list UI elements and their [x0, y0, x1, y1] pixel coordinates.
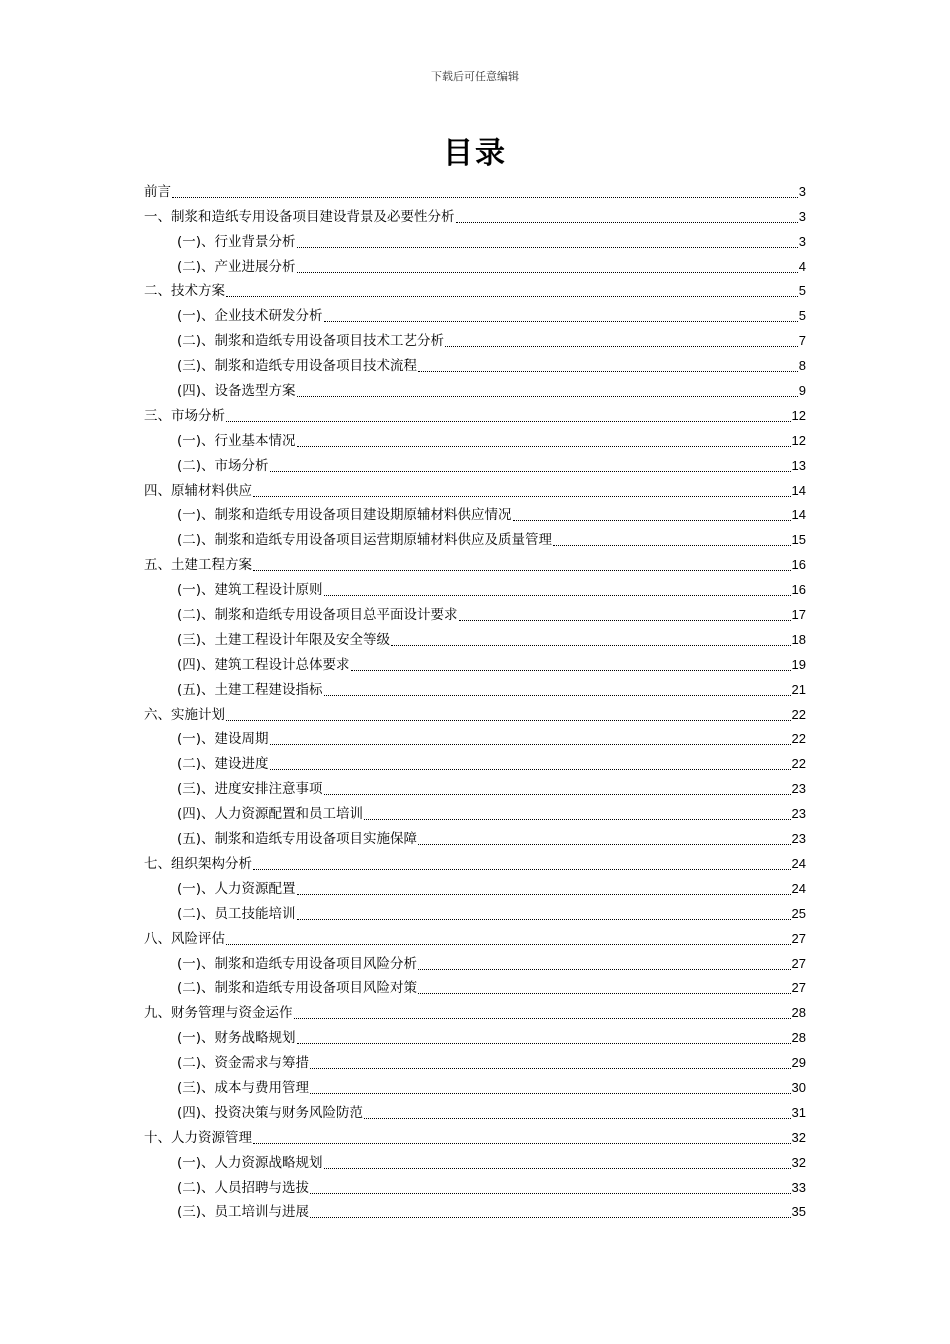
toc-entry-label: (五)、土建工程建设指标: [177, 681, 323, 698]
toc-entry-label: 一、制浆和造纸专用设备项目建设背景及必要性分析: [144, 208, 455, 225]
page-title: 目录: [443, 136, 507, 171]
toc-dot-leader: [456, 221, 798, 223]
toc-entry-label: (一)、行业基本情况: [177, 432, 296, 449]
toc-dot-leader: [226, 420, 791, 422]
toc-subentry[interactable]: [144, 251, 806, 276]
toc-subentry[interactable]: [144, 773, 806, 798]
toc-entry-label: (一)、财务战略规划: [177, 1030, 296, 1047]
toc-entry-label: (二)、建设进度: [177, 756, 269, 773]
toc-dot-leader: [270, 743, 791, 745]
toc-subentry[interactable]: [144, 973, 806, 998]
toc-dot-leader: [418, 992, 790, 994]
toc-entry-label: 九、财务管理与资金运作: [144, 1005, 293, 1022]
toc-entry-label: (四)、设备选型方案: [177, 383, 296, 400]
toc-page-number: 23: [791, 831, 806, 847]
toc-page-number: 22: [791, 731, 806, 747]
toc-page-number: 14: [791, 507, 806, 523]
toc-dot-leader: [253, 495, 791, 497]
toc-page-number: 5: [798, 283, 806, 299]
toc-entry-label: 八、风险评估: [144, 930, 225, 947]
toc-entry-label: (五)、制浆和造纸专用设备项目实施保障: [177, 831, 418, 848]
toc-entry-label: (二)、制浆和造纸专用设备项目运营期原辅材料供应及质量管理: [177, 532, 553, 549]
toc-dot-leader: [310, 1092, 790, 1094]
toc-page-number: 33: [791, 1179, 806, 1195]
toc-page-number: 22: [791, 756, 806, 772]
toc-entry[interactable]: [144, 176, 806, 201]
toc-entry-label: 五、土建工程方案: [144, 557, 252, 574]
toc-dot-leader: [553, 544, 790, 546]
toc-entry-label: (二)、市场分析: [177, 457, 269, 474]
toc-dot-leader: [297, 918, 791, 920]
toc-page-number: 24: [791, 855, 806, 871]
toc-entry[interactable]: [144, 997, 806, 1022]
toc-entry-label: (一)、人力资源战略规划: [177, 1154, 323, 1171]
toc-entry-label: 六、实施计划: [144, 706, 225, 723]
toc-dot-leader: [391, 644, 790, 646]
toc-dot-leader: [324, 594, 791, 596]
toc-entry-label: (一)、企业技术研发分析: [177, 308, 323, 325]
toc-dot-leader: [253, 1142, 791, 1144]
toc-entry-label: (三)、员工培训与进展: [177, 1204, 310, 1221]
toc-entry-label: (三)、土建工程设计年限及安全等级: [177, 631, 391, 648]
toc-subentry[interactable]: [144, 450, 806, 475]
toc-entry-label: (二)、制浆和造纸专用设备项目总平面设计要求: [177, 607, 458, 624]
toc-page-number: 17: [791, 607, 806, 623]
toc-page-number: 3: [798, 208, 806, 224]
toc-page-number: 3: [798, 183, 806, 199]
toc-subentry[interactable]: [144, 674, 806, 699]
toc-dot-leader: [297, 395, 798, 397]
toc-subentry[interactable]: [144, 724, 806, 749]
toc-dot-leader: [418, 843, 790, 845]
toc-page-number: 21: [791, 681, 806, 697]
toc-entry-label: (一)、制浆和造纸专用设备项目风险分析: [177, 955, 418, 972]
toc-page-number: 14: [791, 482, 806, 498]
toc-entry[interactable]: [144, 1122, 806, 1147]
toc-page-number: 23: [791, 806, 806, 822]
toc-page-number: 19: [791, 656, 806, 672]
toc-dot-leader: [297, 445, 791, 447]
table-of-contents: [144, 176, 806, 1221]
toc-page-number: 9: [798, 383, 806, 399]
toc-page-number: 22: [791, 706, 806, 722]
toc-page-number: 32: [791, 1154, 806, 1170]
toc-entry-label: (二)、员工技能培训: [177, 905, 296, 922]
toc-subentry[interactable]: [144, 649, 806, 674]
toc-page-number: 27: [791, 980, 806, 996]
toc-page-number: 24: [791, 880, 806, 896]
toc-entry-label: (一)、行业背景分析: [177, 233, 296, 250]
toc-dot-leader: [297, 1042, 791, 1044]
toc-dot-leader: [253, 868, 791, 870]
toc-entry-label: (三)、成本与费用管理: [177, 1079, 310, 1096]
toc-dot-leader: [226, 295, 798, 297]
toc-dot-leader: [324, 793, 791, 795]
toc-page-number: 35: [791, 1204, 806, 1220]
toc-entry-label: (二)、资金需求与筹措: [177, 1055, 310, 1072]
toc-entry-label: (二)、人员招聘与选拔: [177, 1179, 310, 1196]
toc-entry-label: (一)、制浆和造纸专用设备项目建设期原辅材料供应情况: [177, 507, 512, 524]
toc-entry-label: (一)、建筑工程设计原则: [177, 582, 323, 599]
toc-entry-label: (二)、制浆和造纸专用设备项目风险对策: [177, 980, 418, 997]
toc-page-number: 15: [791, 532, 806, 548]
toc-page-number: 31: [791, 1104, 806, 1120]
toc-entry-label: (四)、投资决策与财务风险防范: [177, 1104, 364, 1121]
toc-dot-leader: [418, 370, 798, 372]
toc-subentry[interactable]: [144, 798, 806, 823]
toc-entry[interactable]: [144, 848, 806, 873]
toc-page-number: 16: [791, 582, 806, 598]
toc-subentry[interactable]: [144, 748, 806, 773]
toc-page-number: 12: [791, 407, 806, 423]
toc-subentry[interactable]: [144, 1072, 806, 1097]
toc-page-number: 18: [791, 631, 806, 647]
toc-subentry[interactable]: [144, 1147, 806, 1172]
toc-page-number: 28: [791, 1030, 806, 1046]
toc-entry-label: 前言: [144, 183, 171, 200]
toc-dot-leader: [324, 694, 791, 696]
toc-subentry[interactable]: [144, 1022, 806, 1047]
toc-dot-leader: [310, 1216, 790, 1218]
toc-subentry[interactable]: [144, 524, 806, 549]
toc-page-number: 25: [791, 905, 806, 921]
toc-subentry[interactable]: [144, 823, 806, 848]
toc-dot-leader: [364, 1117, 790, 1119]
toc-page-number: 27: [791, 930, 806, 946]
toc-subentry[interactable]: [144, 350, 806, 375]
toc-page-number: 27: [791, 955, 806, 971]
toc-dot-leader: [310, 1192, 790, 1194]
toc-entry-label: (一)、人力资源配置: [177, 880, 296, 897]
toc-subentry[interactable]: [144, 425, 806, 450]
toc-subentry[interactable]: [144, 300, 806, 325]
toc-entry-label: (二)、产业进展分析: [177, 258, 296, 275]
toc-entry-label: 三、市场分析: [144, 407, 225, 424]
toc-page-number: 4: [798, 258, 806, 274]
toc-entry[interactable]: [144, 276, 806, 301]
toc-page-number: 16: [791, 557, 806, 573]
toc-subentry[interactable]: [144, 500, 806, 525]
toc-page-number: 8: [798, 358, 806, 374]
toc-dot-leader: [513, 519, 791, 521]
toc-dot-leader: [351, 669, 791, 671]
toc-subentry[interactable]: [144, 1047, 806, 1072]
toc-dot-leader: [253, 569, 791, 571]
toc-dot-leader: [418, 968, 790, 970]
toc-dot-leader: [294, 1017, 791, 1019]
toc-page-number: 13: [791, 457, 806, 473]
toc-entry-label: (三)、制浆和造纸专用设备项目技术流程: [177, 358, 418, 375]
toc-dot-leader: [364, 818, 790, 820]
toc-entry-label: (三)、进度安排注意事项: [177, 781, 323, 798]
toc-entry[interactable]: [144, 201, 806, 226]
toc-entry-label: (四)、建筑工程设计总体要求: [177, 656, 350, 673]
toc-entry[interactable]: [144, 400, 806, 425]
toc-entry-label: 七、组织架构分析: [144, 855, 252, 872]
toc-dot-leader: [270, 768, 791, 770]
toc-dot-leader: [297, 246, 798, 248]
toc-subentry[interactable]: [144, 574, 806, 599]
toc-entry[interactable]: [144, 475, 806, 500]
toc-subentry[interactable]: [144, 1097, 806, 1122]
toc-page-number: 29: [791, 1055, 806, 1071]
toc-subentry[interactable]: [144, 873, 806, 898]
toc-subentry[interactable]: [144, 948, 806, 973]
toc-subentry[interactable]: [144, 599, 806, 624]
toc-page-number: 23: [791, 781, 806, 797]
toc-subentry[interactable]: [144, 1197, 806, 1222]
toc-page-number: 32: [791, 1129, 806, 1145]
toc-entry[interactable]: [144, 923, 806, 948]
toc-entry-label: (二)、制浆和造纸专用设备项目技术工艺分析: [177, 333, 445, 350]
toc-subentry[interactable]: [144, 226, 806, 251]
toc-dot-leader: [226, 719, 791, 721]
toc-subentry[interactable]: [144, 624, 806, 649]
toc-dot-leader: [445, 345, 798, 347]
toc-page-number: 3: [798, 233, 806, 249]
toc-subentry[interactable]: [144, 898, 806, 923]
toc-dot-leader: [226, 943, 791, 945]
toc-page-number: 12: [791, 432, 806, 448]
toc-entry-label: (一)、建设周期: [177, 731, 269, 748]
toc-dot-leader: [324, 320, 798, 322]
toc-entry[interactable]: [144, 549, 806, 574]
toc-page-number: 28: [791, 1005, 806, 1021]
toc-entry-label: (四)、人力资源配置和员工培训: [177, 806, 364, 823]
toc-page-number: 7: [798, 333, 806, 349]
page-header: 下载后可任意编辑: [431, 70, 519, 83]
toc-entry[interactable]: [144, 699, 806, 724]
toc-entry-label: 十、人力资源管理: [144, 1129, 252, 1146]
toc-dot-leader: [459, 619, 791, 621]
toc-dot-leader: [270, 470, 791, 472]
toc-entry-label: 二、技术方案: [144, 283, 225, 300]
toc-subentry[interactable]: [144, 375, 806, 400]
toc-dot-leader: [297, 271, 798, 273]
toc-dot-leader: [324, 1167, 791, 1169]
toc-page-number: 5: [798, 308, 806, 324]
toc-subentry[interactable]: [144, 1172, 806, 1197]
toc-subentry[interactable]: [144, 325, 806, 350]
toc-dot-leader: [310, 1067, 790, 1069]
toc-page-number: 30: [791, 1079, 806, 1095]
toc-dot-leader: [297, 893, 791, 895]
toc-dot-leader: [172, 196, 798, 198]
toc-entry-label: 四、原辅材料供应: [144, 482, 252, 499]
